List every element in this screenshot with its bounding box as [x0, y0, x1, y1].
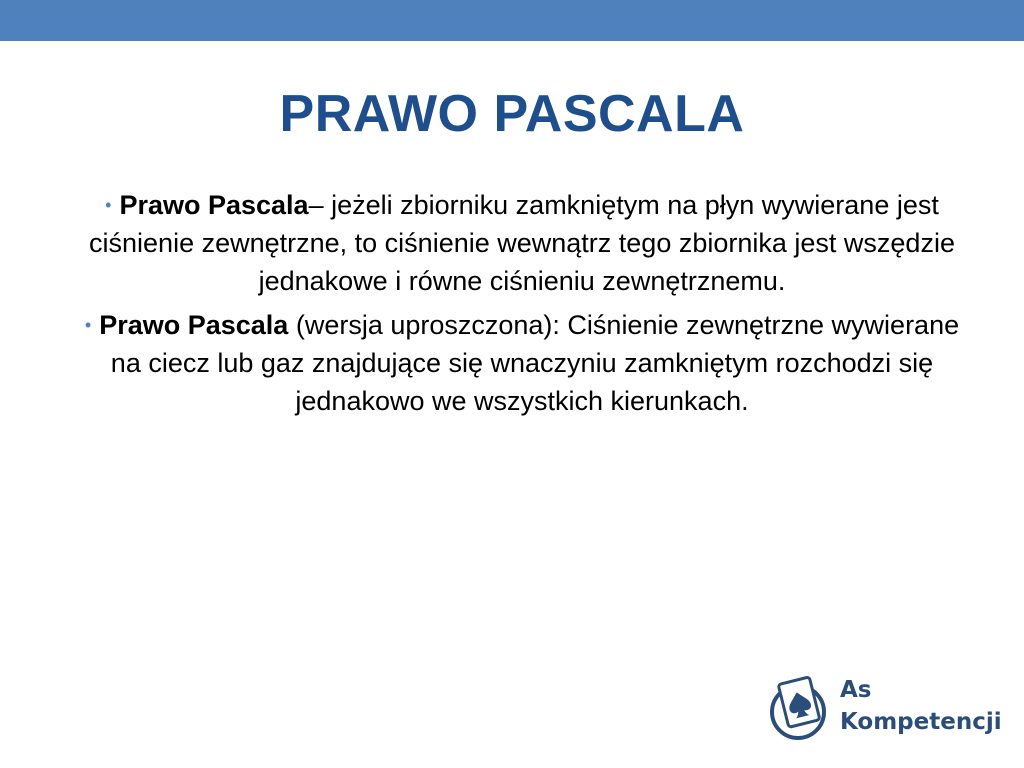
- bullet-icon: •: [105, 195, 112, 215]
- bullet-item: [80, 306, 964, 420]
- top-accent-bar: [0, 0, 1024, 41]
- spade-card-icon: [766, 672, 832, 744]
- logo-line-kompetencji: Kompetencji: [840, 709, 1002, 735]
- bullet-text: – jeżeli zbiorniku zamkniętym na płyn wywierane jest ciśnienie zewnętrzne, to ciśnienie wewnątrz tego zbiornika jest wszędzie jednakowe i równe ciśnieniu zewnętrznemu.: [89, 190, 955, 296]
- logo-text: [840, 674, 1002, 738]
- logo-line-as: As: [840, 677, 872, 703]
- bullet-icon: •: [84, 315, 92, 335]
- bullet-list: [80, 186, 964, 426]
- as-kompetencji-logo: [766, 670, 1002, 746]
- bullet-item: [80, 186, 964, 300]
- slide-title: PRAWO PASCALA: [279, 85, 745, 143]
- bullet-term: Prawo Pascala: [119, 190, 309, 220]
- bullet-term: Prawo Pascala: [99, 310, 289, 340]
- bullet-text: (wersja uproszczona): Ciśnienie zewnętrzne wywierane na ciecz lub gaz znajdujące się wnaczyniu zamkniętym rozchodzi się jednakowo we wszystkich kierunkach.: [110, 310, 960, 416]
